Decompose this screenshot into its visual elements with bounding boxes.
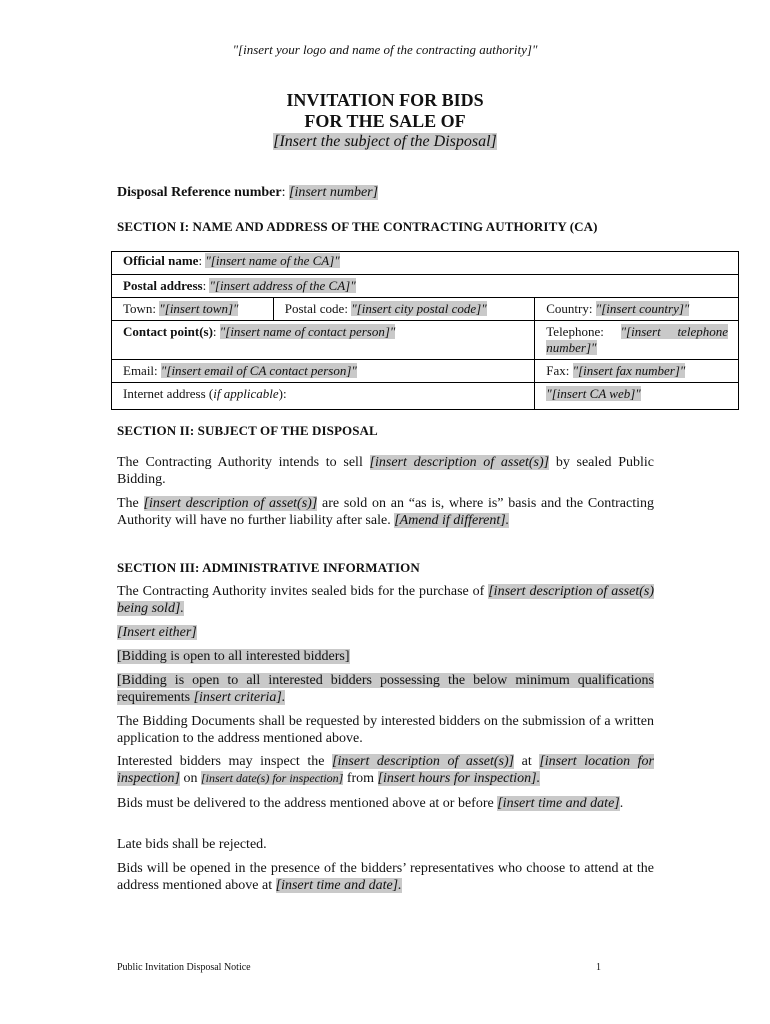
section-2-paragraph-1: [117, 454, 654, 488]
placeholder-text: [insert description of asset(s)]: [369, 455, 550, 470]
subject-placeholder: [0, 133, 770, 151]
section-3-paragraph-2: [117, 624, 654, 641]
web-value: "[insert CA web]": [546, 386, 641, 401]
official-name-label: Official name: [123, 253, 199, 268]
email-label: Email:: [123, 363, 161, 378]
text-run: on: [180, 771, 201, 786]
table-row: [112, 360, 739, 383]
text-run: from: [343, 771, 378, 786]
postal-code-label: Postal code:: [284, 301, 352, 316]
placeholder-text: [insert description of asset(s)]: [143, 496, 318, 511]
section-3-paragraph-4: [117, 672, 654, 706]
table-row: [112, 321, 739, 360]
contact-point-value: "[insert name of contact person]": [219, 324, 396, 339]
postal-address-label: Postal address: [123, 278, 203, 293]
reference-value: [insert number]: [289, 185, 379, 200]
table-row: [112, 252, 739, 275]
subject-placeholder-text: [Insert the subject of the Disposal]: [273, 133, 497, 150]
title-line-1: INVITATION FOR BIDS: [286, 90, 484, 110]
email-cell: [112, 360, 535, 383]
text-run: Bids must be delivered to the address mentioned above at or before: [117, 796, 498, 811]
document-title: [0, 90, 770, 132]
telephone-cell: [535, 321, 739, 360]
text-run: are sold on an “as is, where is” basis and the Contracting Authority will have no further liability after sale.: [117, 496, 654, 528]
text-run: at: [514, 754, 540, 769]
official-name-cell: Official name: "[insert name of the CA]": [112, 252, 739, 275]
town-cell: [112, 298, 274, 321]
placeholder-text: [insert date(s) for inspection]: [201, 771, 344, 785]
text-run: The: [117, 496, 144, 511]
section-3-heading: SECTION III: ADMINISTRATIVE INFORMATION: [117, 560, 420, 575]
text-run: Interested bidders may inspect the: [117, 754, 333, 769]
town-label: Town:: [123, 301, 160, 316]
logo-placeholder: "[insert your logo and name of the contracting authority]": [232, 42, 538, 57]
placeholder-text: [Amend if different].: [394, 513, 510, 528]
table-row: [112, 383, 739, 410]
placeholder-text: [insert time and date]: [497, 796, 620, 811]
postal-code-value: "[insert city postal code]": [351, 301, 487, 316]
placeholder-text: [insert description of asset(s)]: [332, 754, 515, 769]
placeholder-text: [Bidding is open to all interested bidders possessing the below minimum qualifications requirements: [117, 673, 654, 705]
placeholder-text: [insert hours for inspection].: [377, 771, 541, 786]
placeholder-text: [Insert either]: [117, 625, 197, 640]
section-3-paragraph-5: [117, 713, 654, 747]
fax-label: Fax:: [546, 363, 573, 378]
telephone-label: Telephone:: [546, 324, 621, 339]
reference-number-line: Disposal Reference number: [insert number]: [117, 185, 379, 200]
section-3-paragraph-1: [117, 583, 654, 617]
text-run: .: [619, 796, 624, 811]
section-3-paragraph-6: [117, 753, 654, 787]
placeholder-text: [insert description of asset(s) being sold].: [117, 584, 654, 616]
placeholder-text: [Bidding is open to all interested bidders]: [117, 649, 350, 664]
footer-document-name: Public Invitation Disposal Notice: [117, 962, 251, 973]
fax-value: "[insert fax number]": [572, 363, 686, 378]
postal-address-cell: Postal address: "[insert address of the CA]": [112, 275, 739, 298]
official-name-value: "[insert name of the CA]": [205, 253, 340, 268]
fax-cell: [535, 360, 739, 383]
placeholder-text: [insert time and date].: [275, 878, 402, 893]
table-row: [112, 275, 739, 298]
text-run: Bids will be opened in the presence of the bidders’ representatives who choose to attend at the address mentioned above at: [117, 861, 654, 893]
footer-page-number: 1: [596, 962, 601, 973]
text-run: by sealed Public Bidding.: [117, 455, 654, 487]
section-2-paragraph-2: [117, 495, 654, 529]
country-value: "[insert country]": [595, 301, 690, 316]
section-3-paragraph-3: [117, 648, 654, 665]
text-run: The Contracting Authority invites sealed bids for the purchase of: [117, 584, 489, 599]
text-run: The Bidding Documents shall be requested by interested bidders on the submission of a written application to the address mentioned above.: [117, 714, 654, 746]
section-2-heading: SECTION II: SUBJECT OF THE DISPOSAL: [117, 423, 378, 438]
section-3-paragraph-7: [117, 795, 654, 812]
internet-address-cell: [112, 383, 535, 410]
section-1-heading: SECTION I: NAME AND ADDRESS OF THE CONTRACTING AUTHORITY (CA): [117, 219, 598, 234]
contracting-authority-table: [111, 251, 739, 410]
web-cell: [535, 383, 739, 410]
telephone-value: "[insert telephone number]": [546, 324, 728, 355]
text-run: Late bids shall be rejected.: [117, 837, 267, 852]
town-value: "[insert town]": [159, 301, 239, 316]
country-cell: [535, 298, 739, 321]
internet-label: Internet address (: [123, 386, 214, 401]
internet-label-italic: if applicable: [213, 386, 279, 401]
placeholder-text: [insert location for inspection]: [117, 754, 654, 786]
internet-label-end: ):: [278, 386, 287, 401]
title-line-2: FOR THE SALE OF: [304, 111, 466, 131]
contact-point-cell: Contact point(s): "[insert name of contact person]": [112, 321, 535, 360]
country-label: Country:: [546, 301, 596, 316]
contact-point-label: Contact point(s): [123, 324, 213, 339]
postal-address-value: "[insert address of the CA]": [209, 278, 356, 293]
placeholder-text: [insert criteria].: [193, 690, 286, 705]
email-value: "[insert email of CA contact person]": [160, 363, 357, 378]
reference-label: Disposal Reference number: [117, 185, 282, 200]
postal-code-cell: [273, 298, 535, 321]
table-row: [112, 298, 739, 321]
section-3-paragraph-9: [117, 860, 654, 894]
section-3-paragraph-8: [117, 836, 654, 853]
text-run: The Contracting Authority intends to sell: [117, 455, 370, 470]
